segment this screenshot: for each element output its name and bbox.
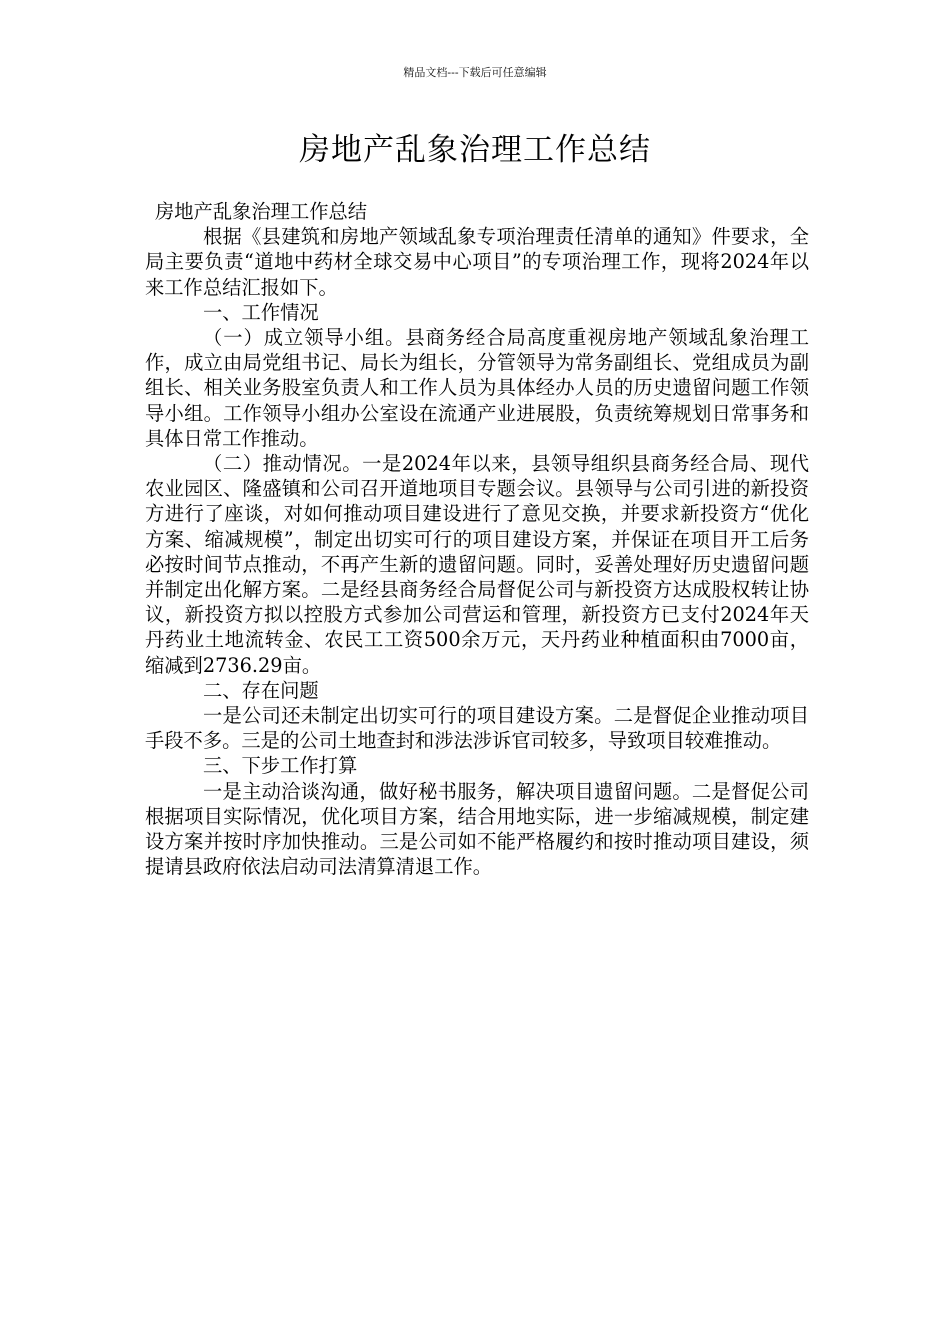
document-subtitle: 房地产乱象治理工作总结 [155, 200, 368, 223]
page-header: 精品文档---下载后可任意编辑 [403, 66, 547, 79]
paragraph-next-steps: 一是主动洽谈沟通，做好秘书服务，解决项目遗留问题。二是督促公司根据项目实际情况，优化项目方案，结合用地实际，进一步缩减规模，制定建设方案并按时序加快推动。三是公司如不能严格履约和按时推动项目建设，须提请县政府依法启动司法清算清退工作。 [145, 779, 809, 879]
section-heading-problems: 二、存在问题 [203, 678, 319, 702]
paragraph-progress: （二）推动情况。一是2024年以来，县领导组织县商务经合局、现代农业园区、隆盛镇和公司召开道地项目专题会议。县领导与公司引进的新投资方进行了座谈，对如何推动项目建设进行了意见交换，并要求新投资方“优化方案、缩减规模”，制定出切实可行的项目建设方案，并保证在项目开工后务必按时间节点推动，不再产生新的遗留问题。同时，妥善处理好历史遗留问题并制定出化解方案。二是经县商务经合局督促公司与新投资方达成股权转让协议，新投资方拟以控股方式参加公司营运和管理，新投资方已支付2024年天丹药业土地流转金、农民工工资500余万元，天丹药业种植面积由7000亩，缩减到2736.29亩。 [145, 452, 809, 677]
paragraph-problems: 一是公司还未制定出切实可行的项目建设方案。二是督促企业推动项目手段不多。三是的公司土地查封和涉法涉诉官司较多，导致项目较难推动。 [145, 704, 809, 753]
section-heading-work-status: 一、工作情况 [203, 300, 319, 324]
document-body [145, 199, 809, 879]
document-title: 房地产乱象治理工作总结 [299, 132, 651, 168]
section-heading-next-steps: 三、下步工作打算 [203, 754, 358, 778]
intro-paragraph: 根据《县建筑和房地产领域乱象专项治理责任清单的通知》件要求，全局主要负责“道地中药材全球交易中心项目”的专项治理工作，现将2024年以来工作总结汇报如下。 [145, 225, 809, 299]
paragraph-leading-group: （一）成立领导小组。县商务经合局高度重视房地产领域乱象治理工作，成立由局党组书记、局长为组长，分管领导为常务副组长、党组成员为副组长、相关业务股室负责人和工作人员为具体经办人员的历史遗留问题工作领导小组。工作领导小组办公室设在流通产业进展股，负责统筹规划日常事务和具体日常工作推动。 [145, 326, 809, 450]
